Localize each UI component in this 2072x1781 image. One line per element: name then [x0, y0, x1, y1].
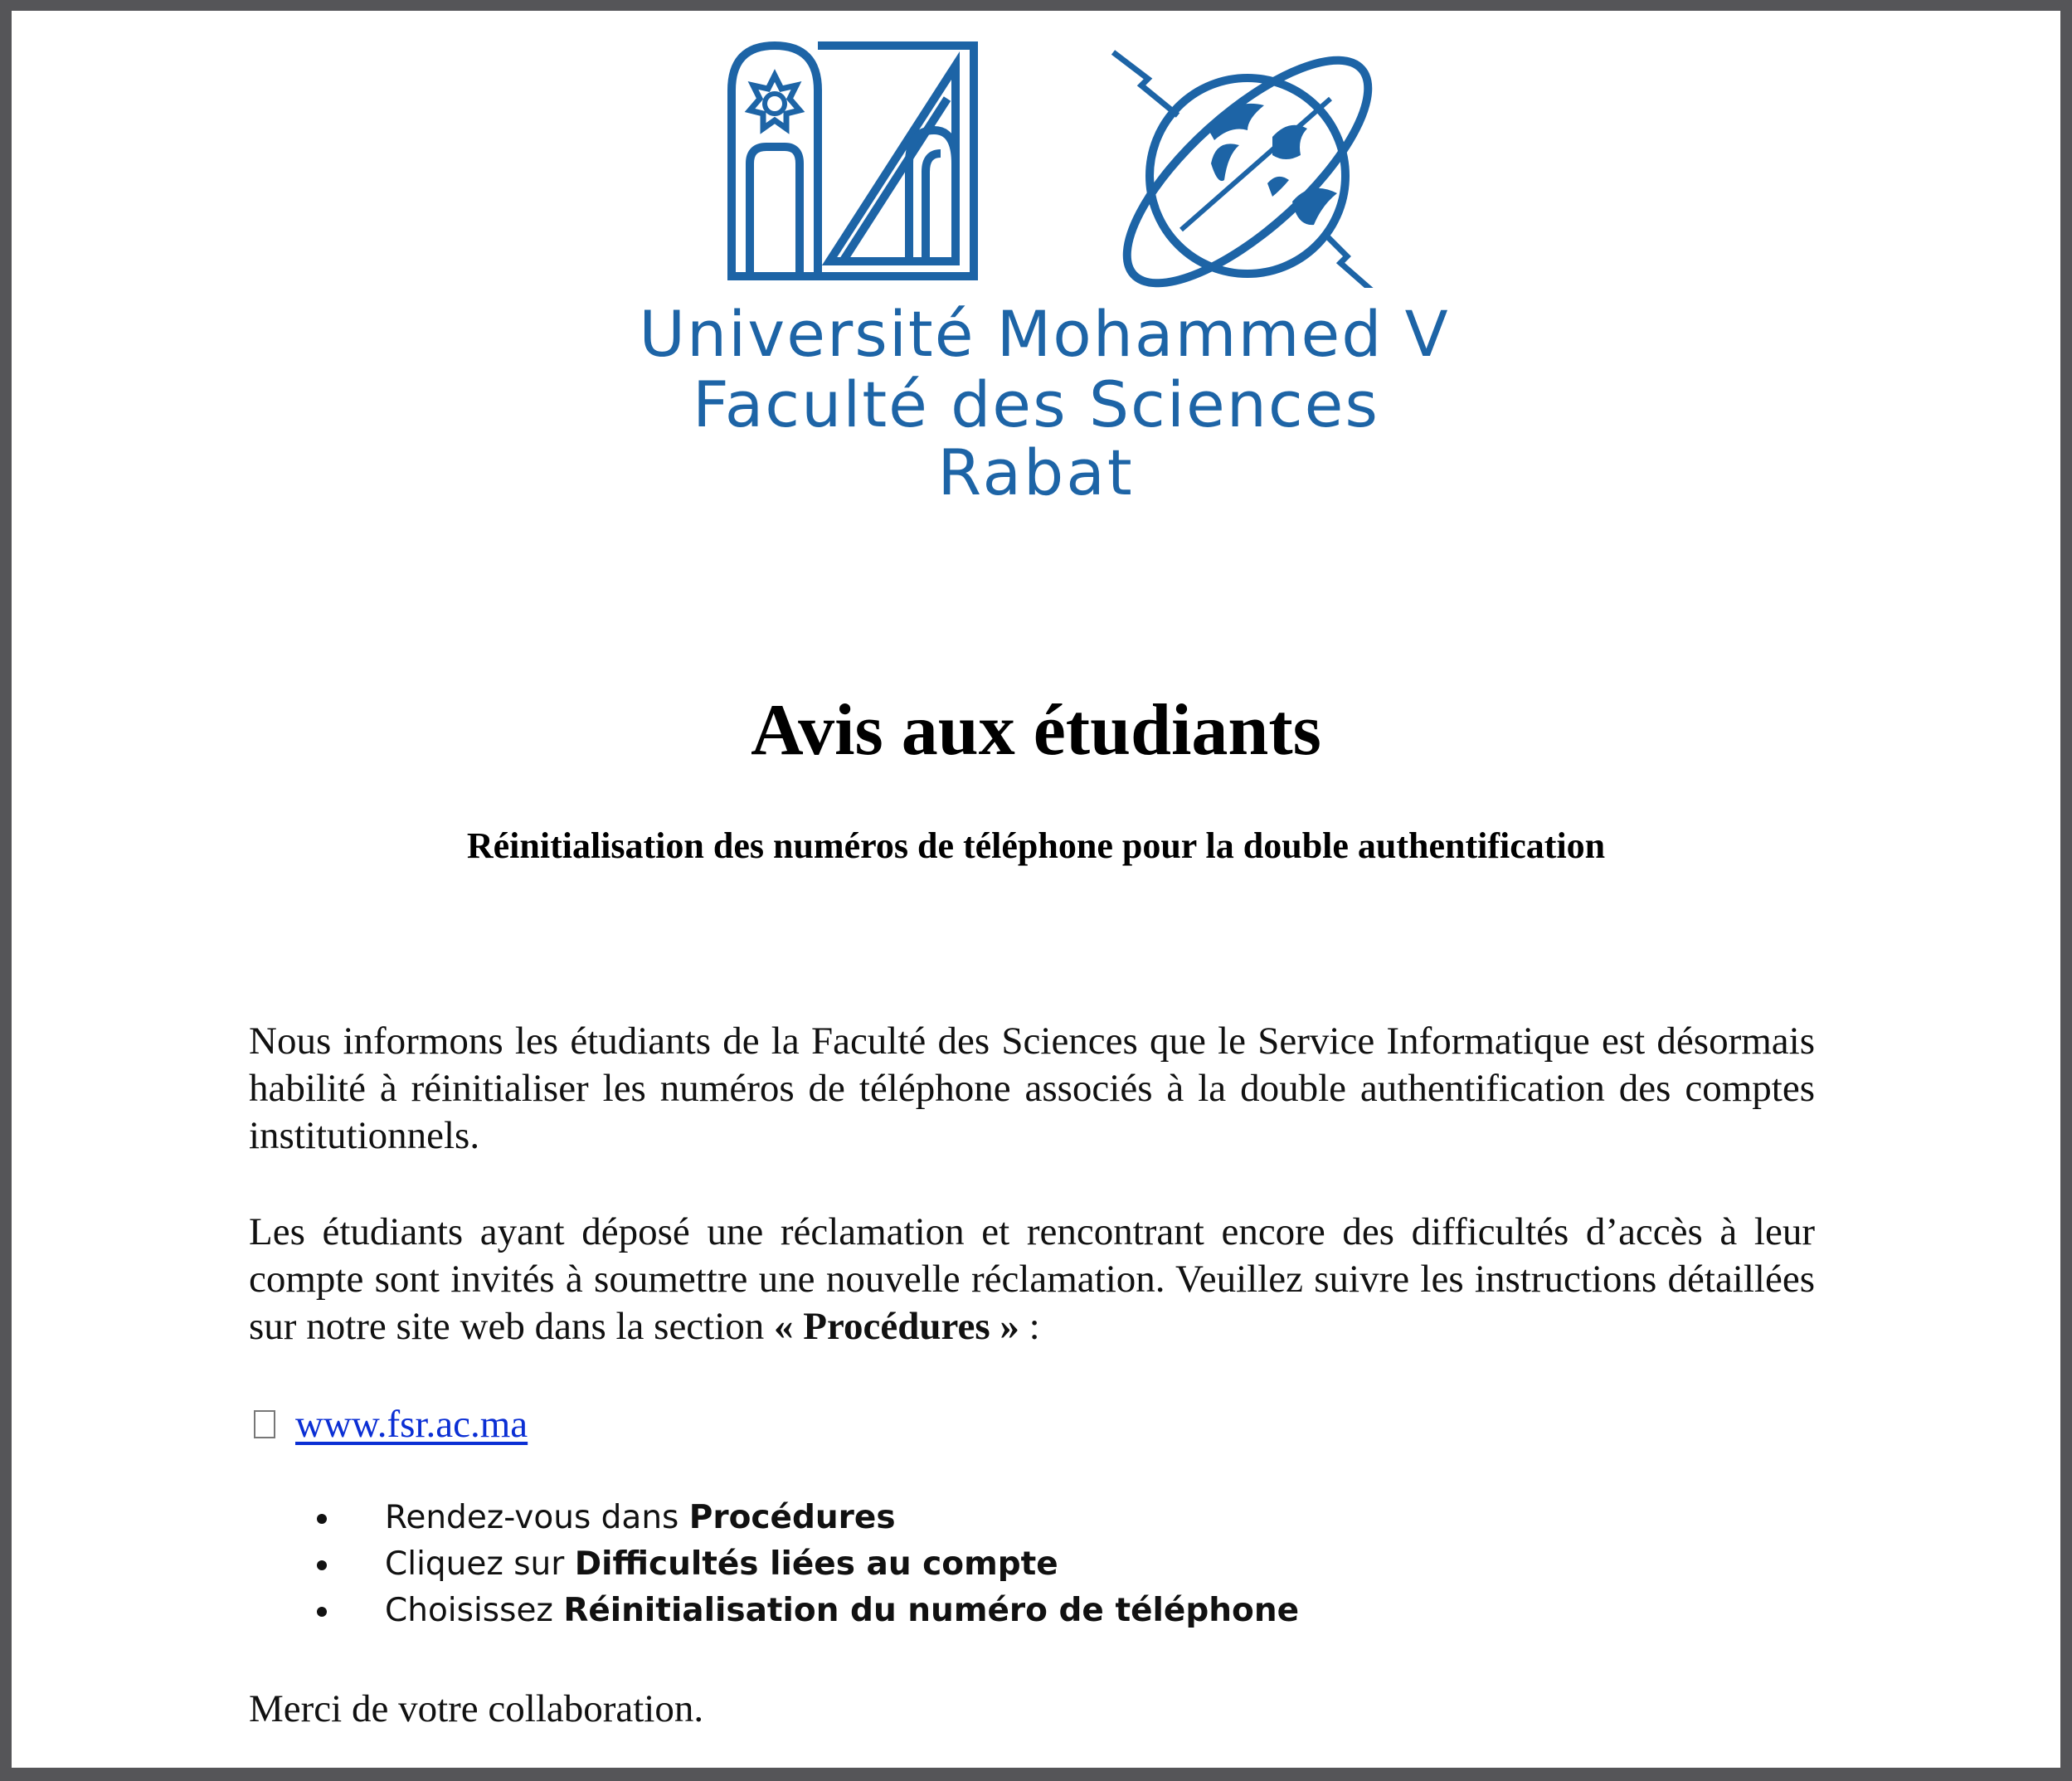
list-item — [310, 1588, 1299, 1634]
missing-glyph-icon — [254, 1410, 275, 1438]
step-bold-text: Procédures — [688, 1499, 896, 1536]
notice-title: Avis aux étudiants — [751, 690, 1321, 771]
bullet-icon — [317, 1514, 327, 1524]
step-text: Rendez-vous dans — [385, 1499, 689, 1536]
website-link[interactable]: www.fsr.ac.ma — [295, 1403, 528, 1446]
bullet-icon — [317, 1607, 327, 1617]
step-bold-text: Réinitialisation du numéro de téléphone — [563, 1592, 1300, 1629]
step-text: Cliquez sur — [385, 1545, 575, 1583]
steps-list — [310, 1495, 1299, 1634]
paragraph-instructions — [249, 1209, 1815, 1350]
procedures-section-name: « Procédures » — [774, 1305, 1019, 1348]
paragraph-instructions-end: : — [1019, 1305, 1040, 1348]
website-line — [254, 1401, 528, 1448]
paragraph-information: Nous informons les étudiants de la Faculté des Sciences que le Service Informatique est désormais habilité à réinitialiser les numéros de téléphone associés à la double authentification des comptes institutionnels. — [249, 1019, 1815, 1157]
bullet-icon — [317, 1560, 327, 1570]
step-text: Choisissez — [385, 1592, 564, 1629]
logo-text-city: Rabat — [937, 436, 1135, 509]
paragraph-instructions-text: Les étudiants ayant déposé une réclamation et rencontrant encore des difficultés d’accès à leur compte sont invités à soumettre une nouvelle réclamation. Veuillez suivre les instructions détaillées sur notre site web dans la section — [249, 1210, 1815, 1348]
document-page — [12, 11, 2060, 1768]
step-bold-text: Difficultés liées au compte — [574, 1545, 1058, 1583]
university-logo-emblem — [717, 39, 1397, 288]
closing-text: Merci de votre collaboration. — [249, 1687, 704, 1730]
list-item — [310, 1541, 1299, 1588]
notice-subtitle: Réinitialisation des numéros de téléphone pour la double authentification — [466, 825, 1606, 866]
list-item — [310, 1495, 1299, 1541]
logo-text-faculty: Faculté des Sciences — [692, 367, 1380, 441]
logo-text-university: Université Mohammed V — [639, 297, 1450, 371]
